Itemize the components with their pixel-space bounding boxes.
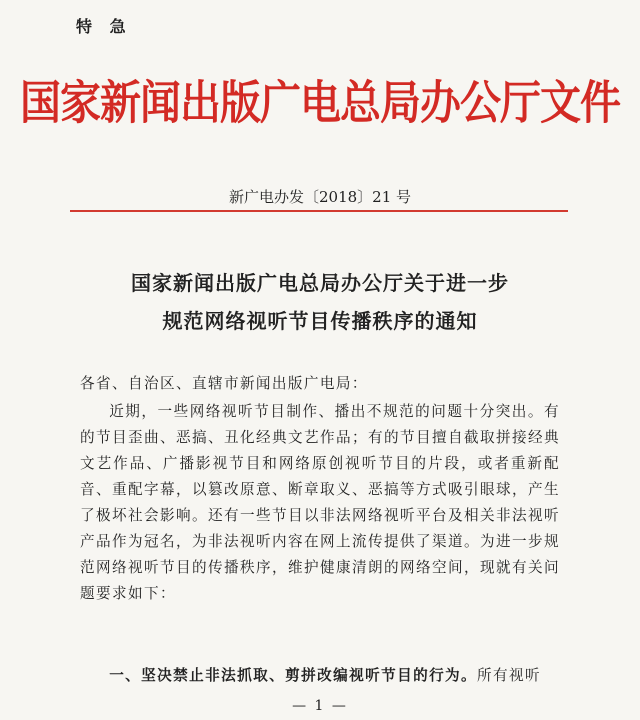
notice-title-line-1: 国家新闻出版广电总局办公厅关于进一步 bbox=[131, 271, 509, 295]
section-1-text: 所有视听 bbox=[477, 667, 542, 684]
notice-title-line-2: 规范网络视听节目传播秩序的通知 bbox=[162, 309, 478, 333]
page-number: — 1 — bbox=[292, 698, 348, 714]
red-divider-line bbox=[70, 210, 568, 212]
greeting-line: 各省、自治区、直辖市新闻出版广电局： bbox=[80, 375, 368, 392]
body-paragraph: 近期，一些网络视听节目制作、播出不规范的问题十分突出。有的节目歪曲、恶搞、丑化经典文艺作品；有的节目擅自截取拼接经典文艺作品、广播影视节目和网络原创视听节目的片段，或者重新配音、重配字幕，以篡改原意、断章取义、恶搞等方式吸引眼球，产生了极坏社会影响。还有一些节目以非法网络视听平台及相关非法视听产品作为冠名，为非法视听内容在网上流传提供了渠道。为进一步规范网络视听节目的传播秩序，维护健康清朗的网络空间，现就有关问题要求如下： bbox=[80, 403, 560, 602]
issuer-title: 国家新闻出版广电总局办公厅文件 bbox=[20, 76, 620, 130]
document-number: 新广电办发〔2018〕21 号 bbox=[228, 188, 412, 206]
section-1 bbox=[80, 664, 560, 685]
section-1-heading: 一、坚决禁止非法抓取、剪拼改编视听节目的行为。 bbox=[109, 667, 478, 684]
urgency-label: 特 急 bbox=[76, 17, 132, 36]
